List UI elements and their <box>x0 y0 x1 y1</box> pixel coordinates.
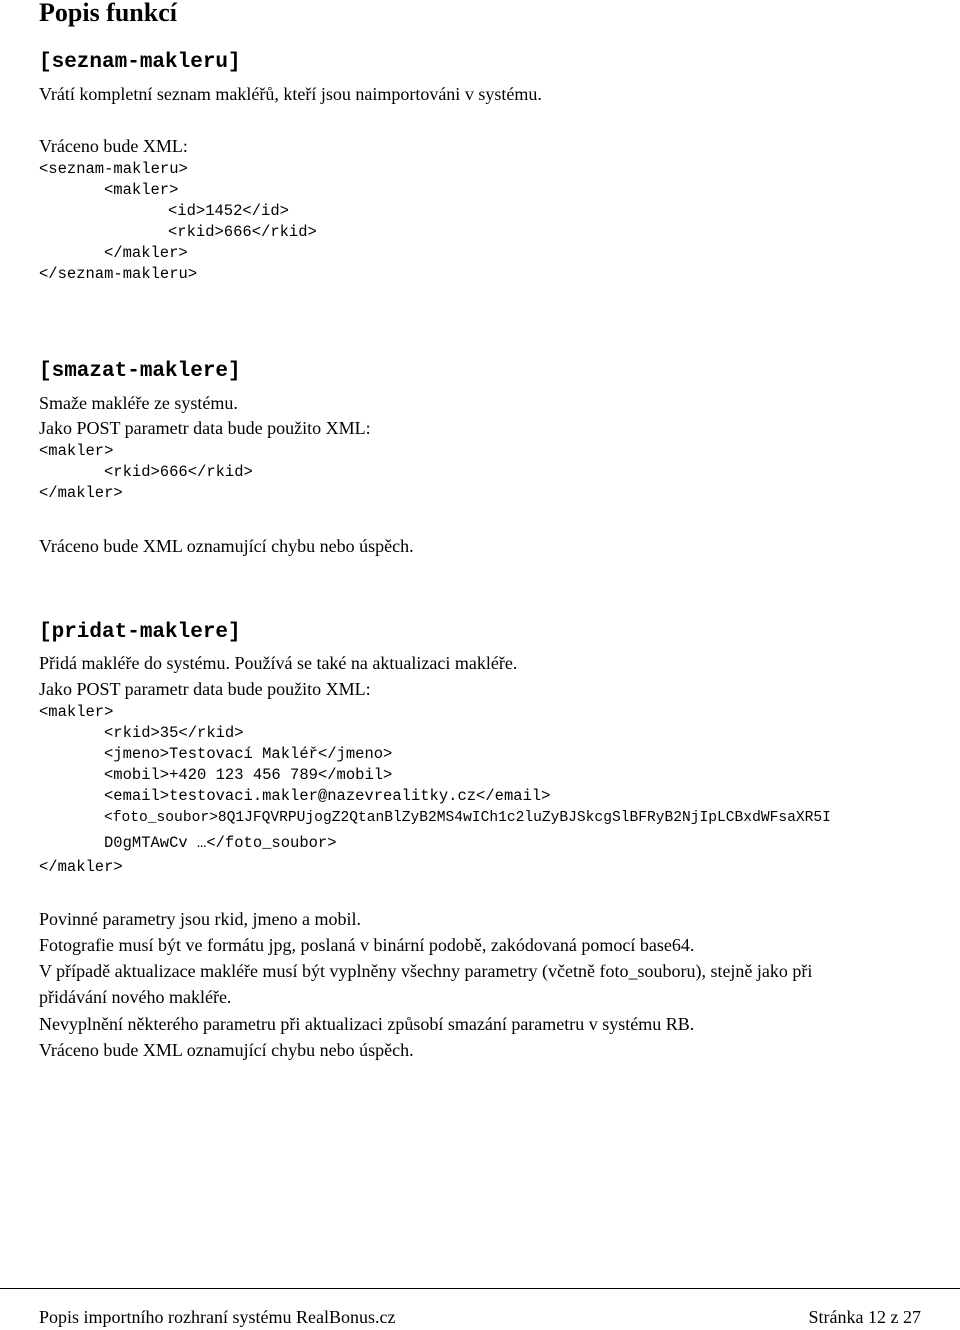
code-line: <makler> <box>104 181 179 199</box>
section-description: Vrátí kompletní seznam makléřů, kteří jsou naimportováni v systému. <box>39 84 542 104</box>
code-line: <makler> <box>39 442 114 460</box>
code-line: <foto_soubor>8Q1JFQVRPUjogZ2QtanBlZyB2MS4wICh1c2luZyBJSkcgSlBFRyB2NjIpLCBxdWFsaXR5I <box>104 810 831 826</box>
code-line: </makler> <box>39 484 123 502</box>
footer-page-number: Stránka 12 z 27 <box>808 1307 921 1327</box>
code-line: <seznam-makleru> <box>39 160 188 178</box>
code-line: D0gMTAwCv …</foto_soubor> <box>104 834 337 852</box>
footer-divider <box>0 1288 960 1289</box>
missing-param-note: Nevyplnění některého parametru při aktualizaci způsobí smazání parametru v systému RB. <box>39 1014 695 1034</box>
code-line: </makler> <box>104 244 188 262</box>
return-note: Vráceno bude XML: <box>39 136 188 156</box>
post-parameter-note: Jako POST parametr data bude použito XML: <box>39 679 371 699</box>
section-description: Smaže makléře ze systému. <box>39 393 238 413</box>
required-params-note: Povinné parametry jsou rkid, jmeno a mobil. <box>39 909 361 929</box>
section-heading-smazat-maklere: [smazat-maklere] <box>39 360 241 383</box>
post-parameter-note: Jako POST parametr data bude použito XML: <box>39 418 371 438</box>
photo-format-note: Fotografie musí být ve formátu jpg, poslaná v binární podobě, zakódovaná pomocí base64. <box>39 935 695 955</box>
return-note: Vráceno bude XML oznamující chybu nebo úspěch. <box>39 536 414 556</box>
code-line: </makler> <box>39 858 123 876</box>
code-line: <rkid>35</rkid> <box>104 724 244 742</box>
section-heading-seznam-makleru: [seznam-makleru] <box>39 51 241 74</box>
code-line: <makler> <box>39 703 114 721</box>
code-line: <email>testovaci.makler@nazevrealitky.cz</email> <box>104 787 551 805</box>
code-line: <rkid>666</rkid> <box>104 463 253 481</box>
footer-doc-title: Popis importního rozhraní systému RealBonus.cz <box>39 1307 396 1327</box>
code-line: </seznam-makleru> <box>39 265 198 283</box>
code-line: <jmeno>Testovací Makléř</jmeno> <box>104 745 393 763</box>
update-note: V případě aktualizace makléře musí být vyplněny všechny parametry (včetně foto_souboru), stejně jako při <box>39 961 813 981</box>
code-line: <rkid>666</rkid> <box>168 223 317 241</box>
section-description: Přidá makléře do systému. Používá se také na aktualizaci makléře. <box>39 653 518 673</box>
code-line: <id>1452</id> <box>168 202 289 220</box>
return-note: Vráceno bude XML oznamující chybu nebo úspěch. <box>39 1040 414 1060</box>
page-title: Popis funkcí <box>39 0 177 27</box>
code-line: <mobil>+420 123 456 789</mobil> <box>104 766 393 784</box>
update-note-cont: přidávání nového makléře. <box>39 987 232 1007</box>
section-heading-pridat-maklere: [pridat-maklere] <box>39 621 241 644</box>
